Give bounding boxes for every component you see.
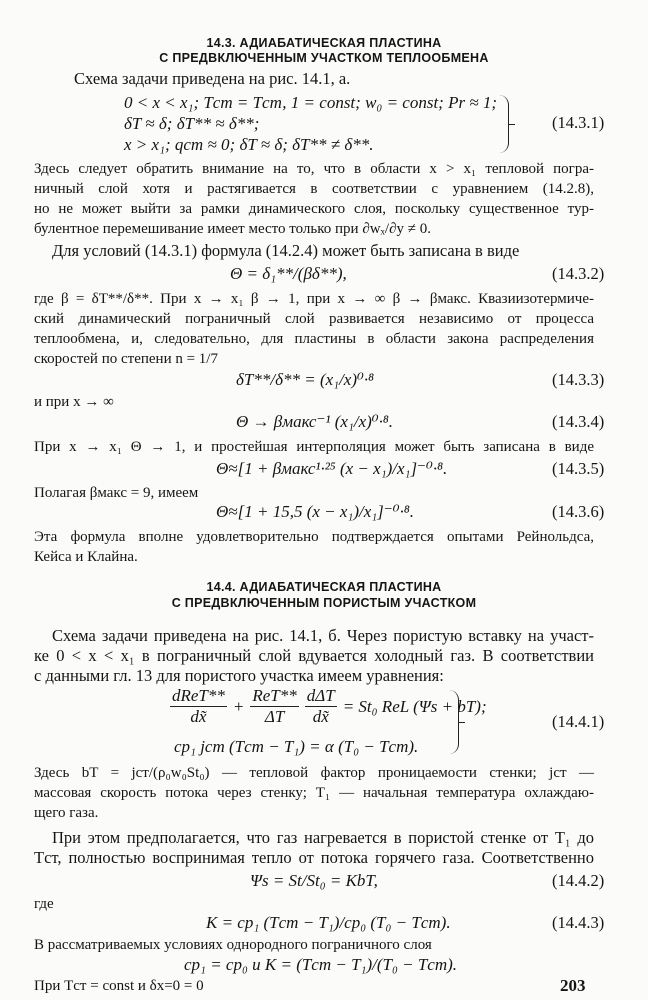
eq-14-3-2: Θ = δ₁**/(βδ**), xyxy=(230,264,347,283)
section2-para2-line3: щего газа. xyxy=(34,805,99,821)
section2-para1-line2: ке 0 < x < x₁ в пограничный слой вдувается холодный газ. В соответствии xyxy=(34,646,594,665)
section2-para1-line3: с данными гл. 13 для пористого участка имеем уравнения: xyxy=(34,666,444,685)
eq-14-4-1-row1 xyxy=(170,686,487,727)
section2-para4: В рассматриваемых условиях однородного пограничного слоя xyxy=(34,937,432,953)
frac2-denominator: ΔT xyxy=(264,707,285,726)
eq-14-3-2-number: (14.3.2) xyxy=(552,264,605,283)
frac3-numerator: dΔT xyxy=(306,686,335,705)
section2-para3-line1: При этом предполагается, что газ нагревается в пористой стенке от T₁ до xyxy=(52,828,594,847)
eq-14-3-4: Θ → βмакс⁻¹ (x₁/x)⁰·⁸. xyxy=(236,412,394,431)
section1-para1-line4: булентное перемешивание имеет место только при ∂wₓ/∂y ≠ 0. xyxy=(34,221,431,237)
section1-and-when: и при x → ∞ xyxy=(34,394,114,410)
eq-14-3-4-number: (14.3.4) xyxy=(552,412,605,431)
section-title-14-3-line2: С ПРЕДВКЛЮЧЕННЫМ УЧАСТКОМ ТЕПЛООБМЕНА xyxy=(159,51,489,65)
section1-para3-line1: где β = δT**/δ**. При x → x₁ β → 1, при x → ∞ β → βмакс. Квазиизотермиче- xyxy=(34,291,594,307)
section1-para5-line2: Кейса и Клайна. xyxy=(34,549,138,565)
section-title-14-3-line1: 14.3. АДИАБАТИЧЕСКАЯ ПЛАСТИНА xyxy=(206,36,442,50)
section2-when: При Tст = const и δx=0 = 0 xyxy=(34,978,204,994)
section1-para3-line2: ский динамический пограничный слой развивается независимо от процесса xyxy=(34,311,594,327)
equation-brace xyxy=(498,95,509,153)
section1-para4: При x → x₁ Θ → 1, и простейшая интерполяция может быть записана в виде xyxy=(34,439,594,455)
eq-14-3-6: Θ≈[1 + 15,5 (x − x₁)/x₁]⁻⁰·⁸. xyxy=(216,502,414,521)
eq-14-3-1-row3: x > x₁; qст ≈ 0; δT ≈ δ; δT** ≠ δ**. xyxy=(124,135,374,154)
frac3-denominator: dx̃ xyxy=(312,707,329,726)
eq-14-4-1-frac3 xyxy=(305,686,337,727)
equation-brace xyxy=(448,690,459,754)
section1-para3-line3: теплообмена, и, следовательно, для пластины в области закона распределения xyxy=(34,331,594,347)
eq-14-4-1-frac2 xyxy=(250,686,298,727)
frac1-numerator: dReT** xyxy=(172,686,225,705)
eq-14-3-5: Θ≈[1 + βмакс¹·²⁵ (x − x₁)/x₁]⁻⁰·⁸. xyxy=(216,459,448,478)
eq-14-3-1-row2: δT ≈ δ; δT** ≈ δ**; xyxy=(124,114,260,133)
section1-para1-line3: но не может выйти за рамки динамического слоя, поскольку существенное тур- xyxy=(34,201,594,217)
section1-para2: Для условий (14.3.1) формула (14.2.4) может быть записана в виде xyxy=(52,241,520,260)
eq-14-4-1-number: (14.4.1) xyxy=(552,712,605,731)
section1-para1-line2: ничный слой хотя и растягивается в соответствии с уравнением (14.2.8), xyxy=(34,181,594,197)
frac1-denominator: dx̃ xyxy=(190,707,207,726)
section2-para2-line2: массовая скорость потока через стенку; T₁ — начальная температура охлаждаю- xyxy=(34,785,594,801)
eq-14-3-3: δT**/δ** = (x₁/x)⁰·⁸ xyxy=(236,370,374,389)
section1-para5-line1: Эта формула вполне удовлетворительно подтверждается опытами Рейнольдса, xyxy=(34,529,594,545)
eq-14-4-condition: cp₁ = cp₀ и K = (Tст − T₁)/(T₀ − Tст). xyxy=(184,955,458,974)
frac2-numerator: ReT** xyxy=(252,686,297,705)
eq-14-4-1-row2: cp₁ jст (Tст − T₁) = α (T₀ − Tст). xyxy=(174,737,419,756)
eq-14-4-2: Ψs = St/St₀ = KbT, xyxy=(250,871,378,890)
section1-para3-line4: скоростей по степени n = 1/7 xyxy=(34,351,218,367)
eq-14-3-3-number: (14.3.3) xyxy=(552,370,605,389)
section2-para2-line1: Здесь bT = jст/(ρ₀w₀St₀) — тепловой фактор проницаемости стенки; jст — xyxy=(34,765,594,781)
eq-14-3-6-number: (14.3.6) xyxy=(552,502,605,521)
section2-para1-line1: Схема задачи приведена на рис. 14.1, б. Через пористую вставку на участ- xyxy=(52,626,594,645)
eq-14-4-3-number: (14.4.3) xyxy=(552,913,605,932)
eq-14-4-2-number: (14.4.2) xyxy=(552,871,605,890)
section2-para3-line2: Tст, полностью воспринимая тепло от потока горячего газа. Соответственно xyxy=(34,848,594,867)
eq-14-4-1-frac1 xyxy=(170,686,227,727)
section-title-14-4-line2: С ПРЕДВКЛЮЧЕННЫМ ПОРИСТЫМ УЧАСТКОМ xyxy=(171,596,477,610)
section2-where: где xyxy=(34,896,54,912)
plus-sign: + xyxy=(232,696,245,716)
section1-para1-line1: Здесь следует обратить внимание на то, что в области x > x₁ тепловой погра- xyxy=(34,161,594,177)
section-title-14-4-line1: 14.4. АДИАБАТИЧЕСКАЯ ПЛАСТИНА xyxy=(206,580,442,594)
eq-14-4-1-rhs: = St₀ ReL (Ψs + bT); xyxy=(342,696,487,716)
section1-intro: Схема задачи приведена на рис. 14.1, а. xyxy=(74,69,351,88)
section1-assuming: Полагая βмакс = 9, имеем xyxy=(34,485,199,501)
eq-14-3-1-number: (14.3.1) xyxy=(552,113,605,132)
eq-14-4-3: K = cp₁ (Tст − T₁)/cp₀ (T₀ − Tст). xyxy=(206,913,451,932)
eq-14-3-5-number: (14.3.5) xyxy=(552,459,605,478)
eq-14-3-1-row1: 0 < x < x₁; Tст = Tст, 1 = const; w₀ = const; Pr ≈ 1; xyxy=(124,93,498,112)
page-number: 203 xyxy=(560,976,586,995)
